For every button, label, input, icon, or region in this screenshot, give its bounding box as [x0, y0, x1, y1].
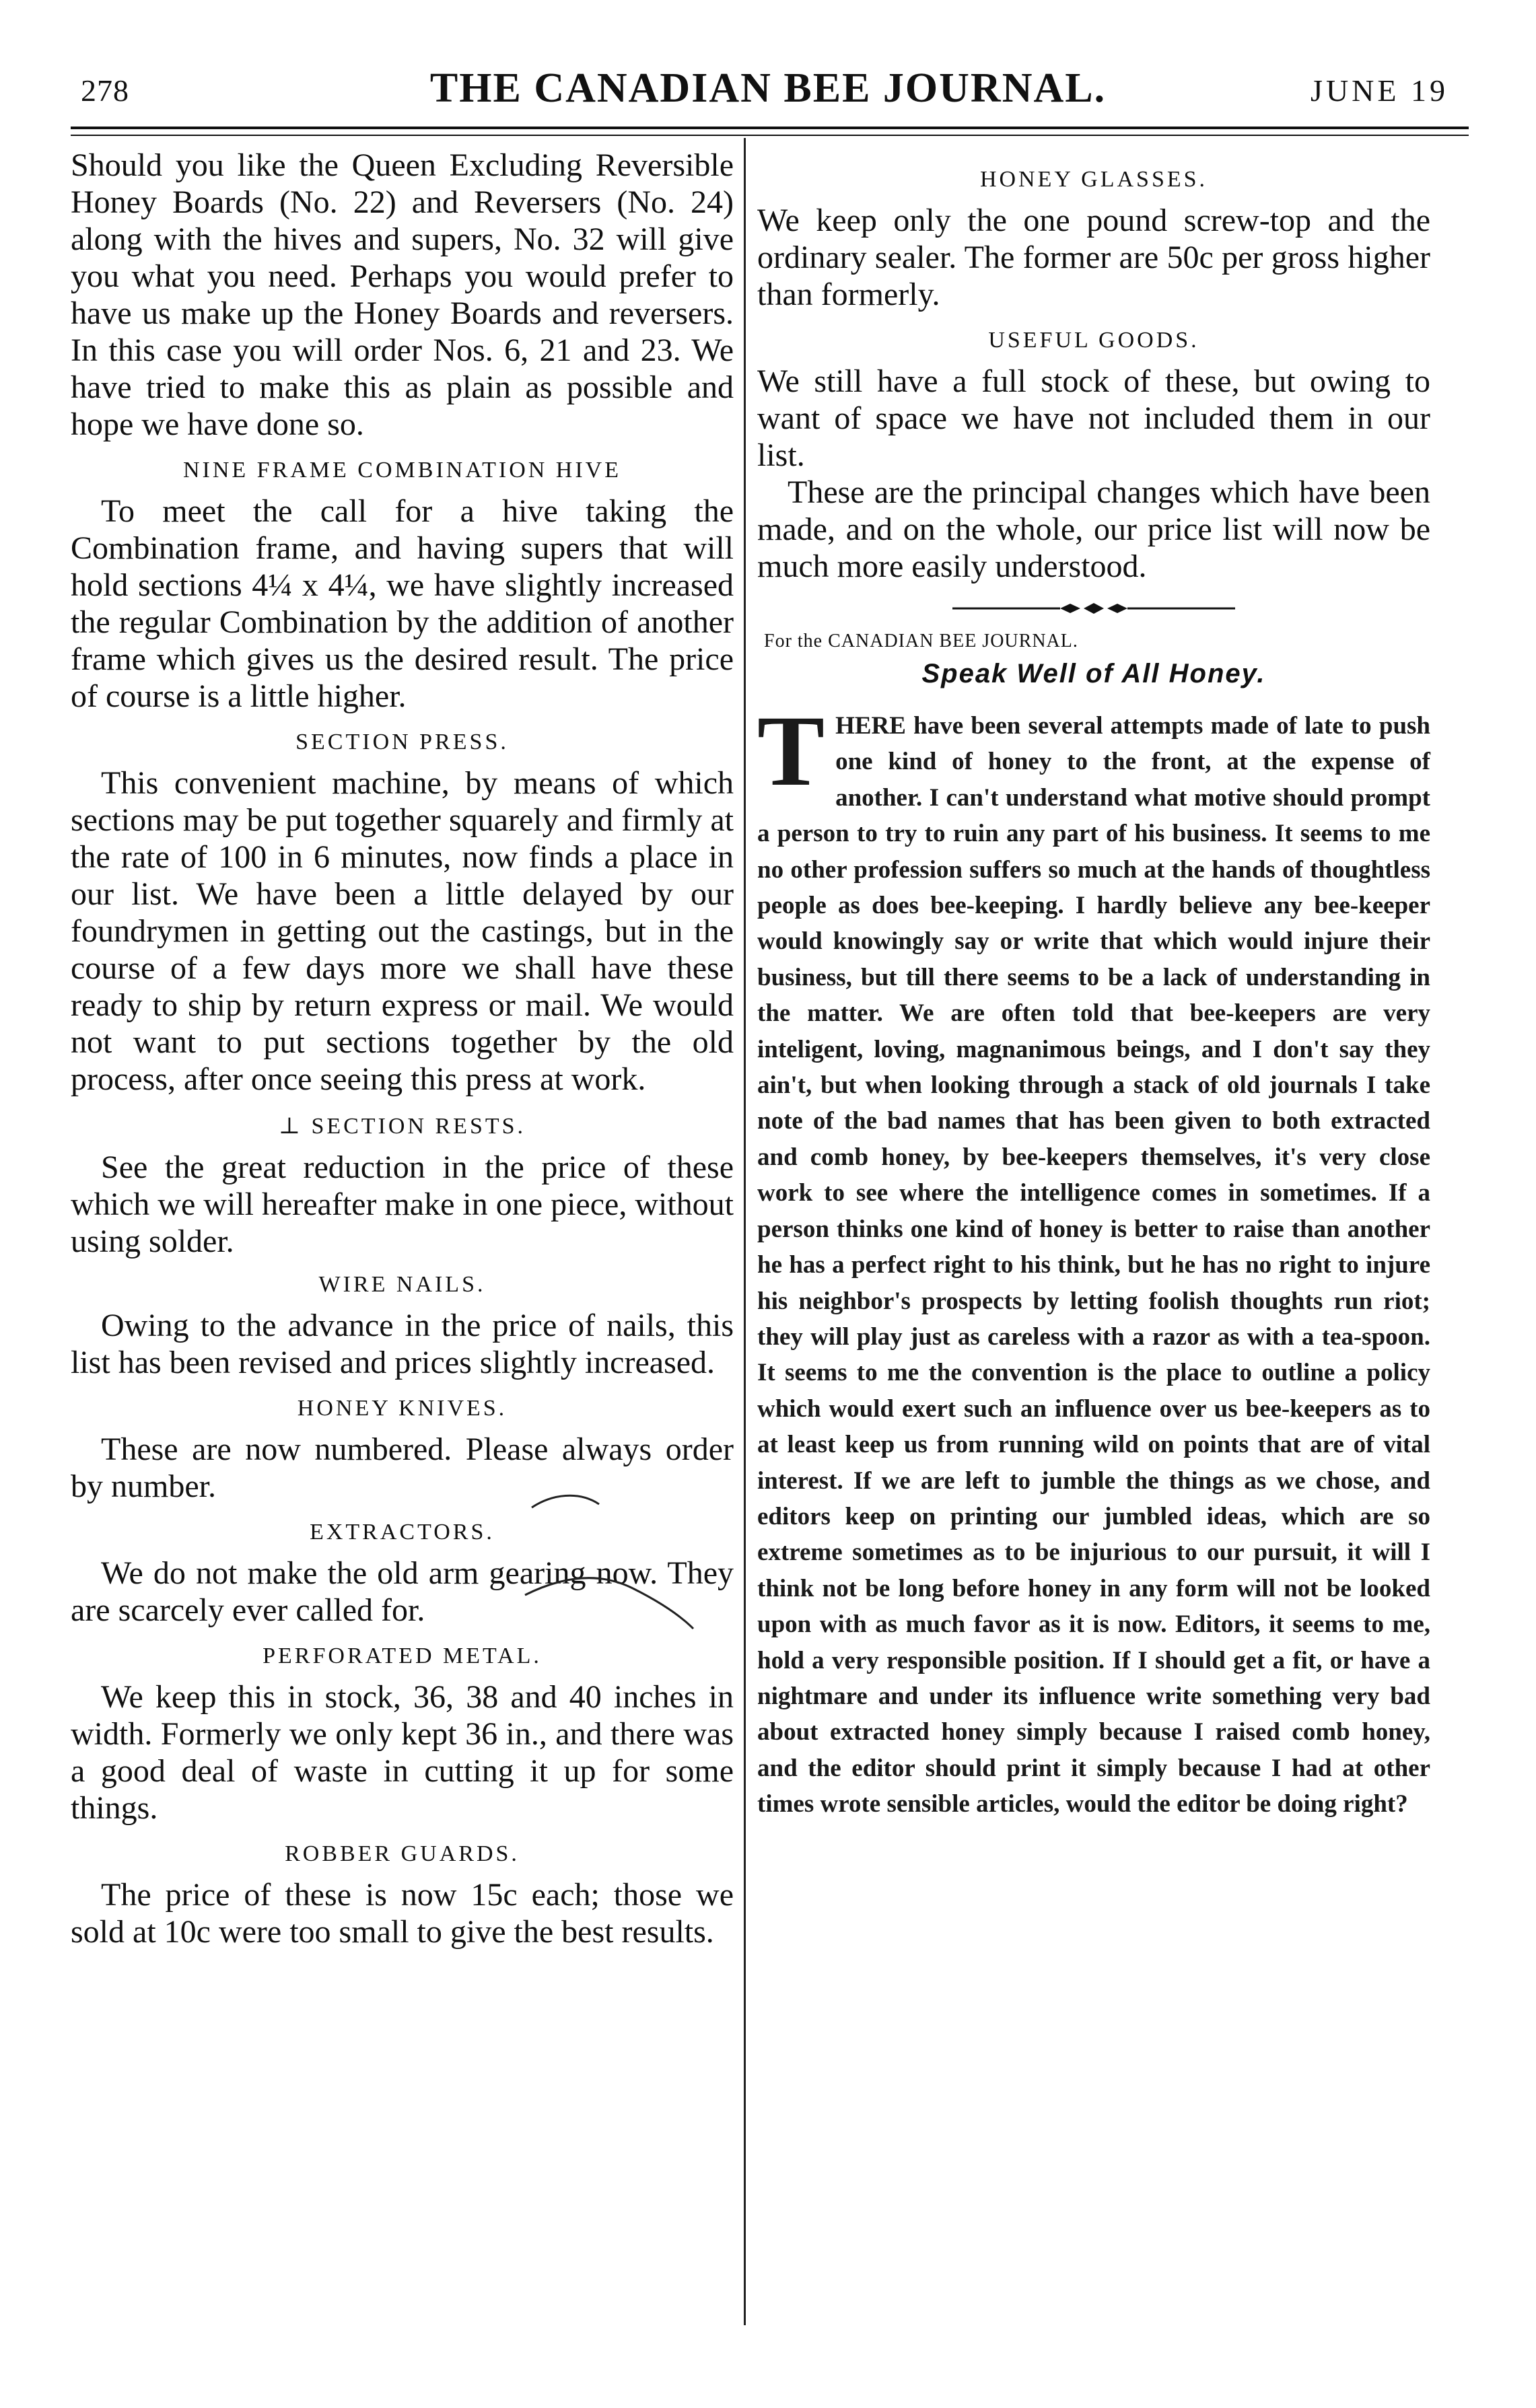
journal-title: THE CANADIAN BEE JOURNAL. — [429, 65, 1107, 111]
issue-date: JUNE 19 — [1311, 73, 1448, 108]
honey-glasses-paragraph: We keep only the one pound screw-top and the ordinary sealer. The former are 50c per gross higher than formerly. — [757, 203, 1430, 312]
ornamental-divider — [757, 598, 1430, 618]
column-divider — [744, 138, 746, 2325]
right-column — [757, 147, 1430, 1822]
section-press-paragraph: This convenient machine, by means of which sections may be put together squarely and firmly at the rate of 100 in 6 minutes, now finds a place in our list. We have been a little delayed by our foundrymen in getting out the castings, but in the course of a few days more we shall have these ready to ship by return express or mail. We would not want to put sections together by the old process, after once seeing this press at work. — [71, 765, 734, 1097]
divider-ornament-icon — [952, 602, 1235, 615]
section-rests-paragraph: See the great reduction in the price of these which we will hereafter make in one piece, without using solder. — [71, 1149, 734, 1259]
left-column — [71, 147, 734, 1950]
article-title: Speak Well of All Honey. — [921, 659, 1266, 688]
right-notices — [757, 167, 1430, 585]
section-heading-useful-goods: USEFUL GOODS. — [988, 328, 1199, 353]
useful-goods-paragraph-1: We still have a full stock of these, but owing to want of space we have not included them in our list. — [757, 363, 1430, 473]
article-attribution: For the CANADIAN BEE JOURNAL. — [764, 631, 1078, 651]
drop-cap: T — [757, 695, 825, 807]
section-heading-section-press: SECTION PRESS. — [295, 730, 509, 754]
header-rule — [71, 127, 1469, 136]
wire-nails-paragraph: Owing to the advance in the price of nails, this list has been revised and prices slightly increased. — [71, 1308, 734, 1380]
page-number: 278 — [81, 73, 129, 108]
section-heading-honey-glasses: HONEY GLASSES. — [979, 167, 1208, 192]
intro-paragraph: Should you like the Queen Excluding Reversible Honey Boards (No. 22) and Reversers (No. 24) along with the hives and supers, No. 32 will give you what you need. Perhaps you would prefer to have us make up the Honey Boards and reversers. In this case you will order Nos. 6, 21 and 23. We have tried to make this as plain as possible and hope we have done so. — [71, 147, 734, 442]
honey-knives-paragraph: These are now numbered. Please always order by number. — [71, 1431, 734, 1504]
section-heading-nine-frame: NINE FRAME COMBINATION HIVE — [182, 458, 622, 483]
section-heading-honey-knives: HONEY KNIVES. — [297, 1396, 508, 1421]
section-heading-perforated-metal: PERFORATED METAL. — [263, 1643, 542, 1668]
useful-goods-paragraph-2: These are the principal changes which have been made, and on the whole, our price list will now be much more easily understood. — [757, 474, 1430, 584]
section-heading-wire-nails: WIRE NAILS. — [318, 1272, 486, 1297]
article-paragraph: HERE have been several attempts made of late to push one kind of honey to the front, at the expense of another. I can't understand what motive should prompt a person to try to ruin any part of his business. It seems to me no other profession suffers so much at the hands of thoughtless people as does bee-keeping. I hardly believe any bee-keeper would knowingly say or write that which would injure their business, but till there seems to be a lack of understanding in the matter. We are often told that bee-keepers are very inteligent, loving, magnanimous beings, and I don't say they ain't, but when looking through a stack of old journals I take note of the bad names that has been given to both extracted and comb honey, by bee-keepers themselves, it's very close work to see where the intelligence comes in sometimes. If a person thinks one kind of honey is better to raise than another he has a perfect right to his think, but he has no right to injure his neighbor's prospects by letting foolish thoughts run riot; they will play just as careless with a razor as with a tea-spoon. It seems to me the convention is the place to outline a policy which would exert such an influence over us bee-keepers as to at least keep us from running wild on points that are of vital interest. If we are left to jumble the things as we chose, and editors keep on printing our jumbled ideas, which are so extreme sometimes as to be injurious to our pursuit, it will I think not be long before honey in any form will not be looked upon with as much favor as it is now. Editors, it seems to me, hold a very responsible position. If I should get a fit, or have a nightmare and under its influence write something very bad about extracted honey simply because I raised comb honey, and the editor should print it simply because I had at other times wrote sensible articles, would the editor be doing right? — [757, 712, 1430, 1818]
section-heading-robber-guards: ROBBER GUARDS. — [285, 1841, 520, 1866]
robber-guards-paragraph: The price of these is now 15c each; those we sold at 10c were too small to give the best results. — [71, 1877, 734, 1950]
section-heading-extractors: EXTRACTORS. — [310, 1520, 495, 1545]
section-heading-section-rests: ⊥ SECTION RESTS. — [278, 1114, 526, 1139]
extractors-paragraph: We do not make the old arm gearing now. They are scarcely ever called for. — [71, 1555, 734, 1628]
article-body — [757, 695, 1430, 1822]
page-header — [47, 52, 1489, 120]
perforated-metal-paragraph: We keep this in stock, 36, 38 and 40 inches in width. Formerly we only kept 36 in., and there was a good deal of waste in cutting it up for some things. — [71, 1679, 734, 1826]
nine-frame-paragraph: To meet the call for a hive taking the Combination frame, and having supers that will hold sections 4¼ x 4¼, we have slightly increased the regular Combination by the addition of another frame which gives us the desired result. The price of course is a little higher. — [71, 493, 734, 714]
